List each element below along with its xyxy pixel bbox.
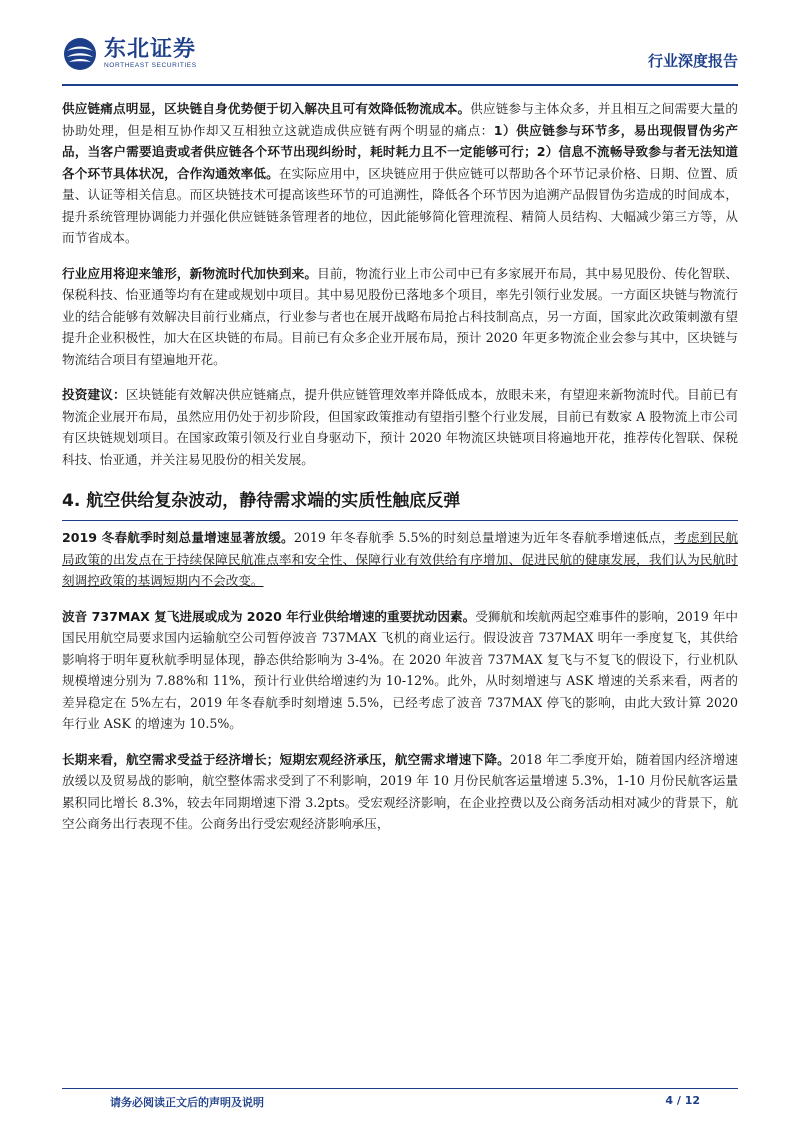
footer-divider	[62, 1088, 738, 1089]
paragraph-737max	[62, 606, 738, 735]
header-divider	[62, 84, 738, 86]
paragraph-lead: 波音 737MAX 复飞进展或成为 2020 年行业供给增速的重要扰动因素。	[62, 608, 476, 624]
paragraph-lead: 投资建议：	[62, 387, 126, 402]
paragraph-text: 供应链参与主体众多，并且相互之间需要大量的协助处理，但是相互协作却又互相独立这就造成供应链有两个明显的痛点：	[62, 101, 738, 138]
page-number: 4 / 12	[665, 1094, 700, 1107]
paragraph-lead: 长期来看，航空需求受益于经济增长；短期宏观经济承压，航空需求增速下降。	[62, 751, 510, 767]
paragraph-text: 在实际应用中，区块链应用于供应链可以帮助各个环节记录价格、日期、位置、质量、认证等相关信息。而区块链技术可提高该些环节的可追溯性，降低各个环节因为追溯产品假冒伪劣造成的时间成本，提升系统管理协调能力并强化供应链链条管理者的地位，因此能够简化管理流程、精简人员结构、大幅减少第三方等，从而节省成本。	[62, 165, 739, 245]
section-divider	[62, 520, 738, 521]
paragraph-text: 区块链能有效解决供应链痛点，提升供应链管理效率并降低成本，放眼未来，有望迎来新物流时代。目前已有物流企业展开布局，虽然应用仍处于初步阶段，但国家政策推动有望指引整个行业发展，目前已有数家 A 股物流上市公司有区块链规划项目。在国家政策引领及行业自身驱动下，预计 2020 年物流区块链项目将遍地开花，推荐传化智联、保税科技、怡亚通，并关注易见股份的相关发展。	[62, 387, 739, 467]
paragraph-text: 受狮航和埃航两起空难事件的影响，2019 年中国民用航空局要求国内运输航空公司暂停波音 737MAX 飞机的商业运行。假设波音 737MAX 明年一季度复飞，其供给影响将于明年夏秋航季明显体现，静态供给影响为 3-4%。在 2020 年波音 737MAX 复飞与不复飞的假设下，行业机队规模增速分别为 7.88%和 11%，预计行业供给增速约为 10-12%。此外，从时刻增速与 ASK 增速的关系来看，两者的差异稳定在 5%左右，2019 年冬春航季时刻增速 5.5%，已经考虑了波音 737MAX 停飞的影响，由此大致计算 2020 年行业 ASK 的增速为 10.5%。	[62, 608, 738, 731]
logo-english-name: NORTHEAST SECURITIES	[104, 62, 197, 69]
paragraph-text: 2018 年二季度开始，随着国内经济增速放缓以及贸易战的影响，航空整体需求受到了不利影响，2019 年 10 月份民航客运量增速 5.3%，1-10 月份民航客运量累积同比增长 8.3%，较去年同期增速下滑 3.2pts。受宏观经济影响，在企业控费以及公商务活动相对减少的背景下，航空公商务出行表现不佳。公商务出行受宏观经济影响承压，	[62, 751, 739, 831]
paragraph-aviation-demand	[62, 749, 738, 835]
paragraph-text: 目前，物流行业上市公司中已有多家展开布局，其中易见股份、传化智联、保税科技、怡亚通等均有在建或规划中项目。其中易见股份已落地多个项目，率先引领行业发展。一方面区块链与物流行业的结合能够有效解决目前行业痛点，行业参与者也在展开战略布局抢占科技制高点，另一方面，国家此次政策刺激有望提升企业积极性，加大在区块链的布局。目前已有众多企业开展布局，预计 2020 年更多物流企业会参与其中，区块链与物流结合项目有望遍地开花。	[62, 265, 738, 367]
report-body	[62, 98, 738, 835]
company-logo	[62, 36, 197, 72]
section-heading: 4. 航空供给复杂波动，静待需求端的实质性触底反弹	[62, 491, 461, 511]
paragraph-emphasis: 1）供应链参与环节多，易出现假冒伪劣产品，当客户需要追责或者供应链各个环节出现纠纷时，耗时耗力且不一定能够可行；2）信息不流畅导致参与者无法知道各个环节具体状况，合作沟通效率低。	[62, 122, 739, 181]
paragraph-supply-chain	[62, 98, 738, 249]
paragraph-investment-advice	[62, 384, 738, 470]
logo-chinese-name: 东北证券	[104, 37, 197, 62]
paragraph-lead: 行业应用将迎来雏形，新物流时代加快到来。	[62, 265, 318, 281]
paragraph-lead: 供应链痛点明显，区块链自身优势便于切入解决且可有效降低物流成本。	[62, 101, 471, 116]
footer-disclaimer: 请务必阅读正文后的声明及说明	[110, 1096, 264, 1109]
report-type-label: 行业深度报告	[647, 52, 738, 70]
paragraph-text: 2019 年冬春航季 5.5%的时刻总量增速为近年冬春航季增速低点，	[293, 530, 675, 545]
page-header	[62, 30, 738, 82]
paragraph-lead: 2019 冬春航季时刻总量增速显著放缓。	[62, 530, 294, 545]
paragraph-underlined: 考虑到民航局政策的出发点在于持续保障民航准点率和安全性、保障行业有效供给有序增加、促进民航的健康发展，我们认为民航时刻调控政策的基调短期内不会改变。	[62, 530, 738, 588]
paragraph-industry-application	[62, 263, 738, 371]
paragraph-winter-spring-slots	[62, 527, 738, 592]
northeast-securities-logo-icon	[62, 36, 98, 72]
